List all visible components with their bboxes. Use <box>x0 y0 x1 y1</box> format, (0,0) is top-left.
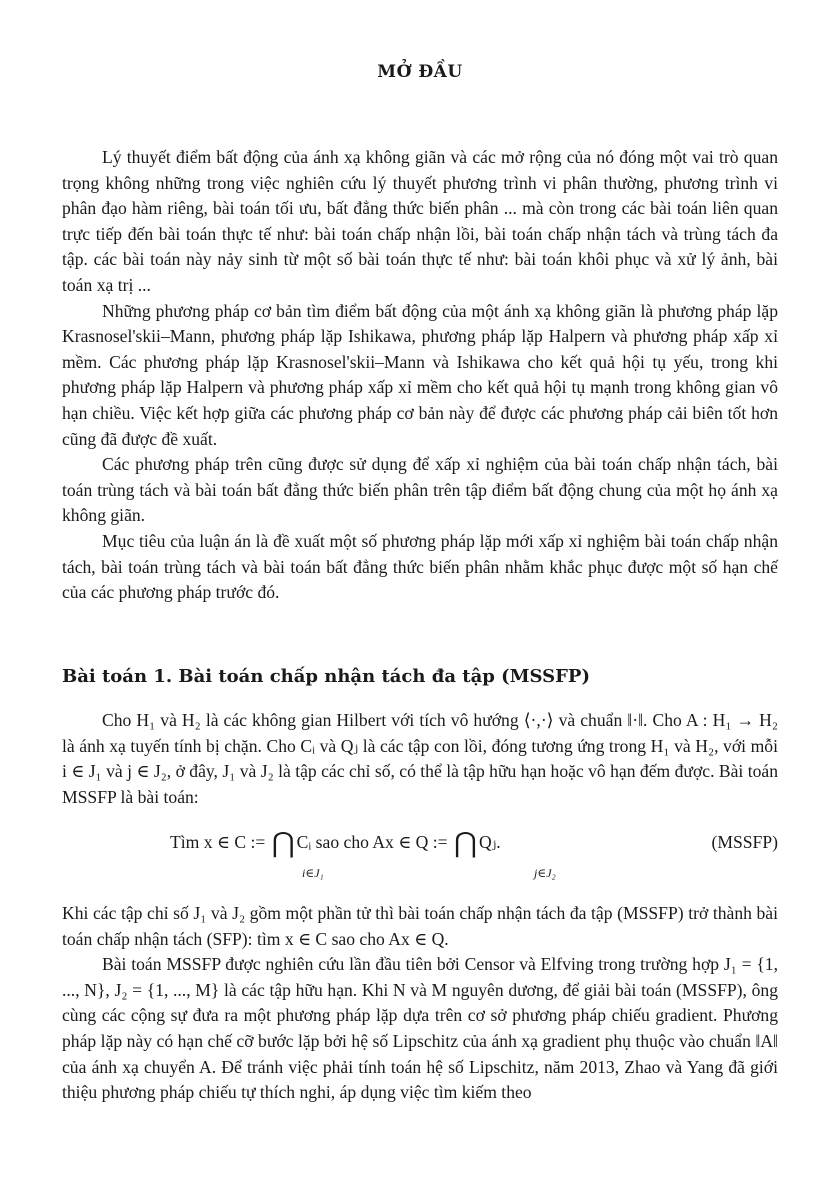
paragraph-history: Bài toán MSSFP được nghiên cứu lần đầu tiên bởi Censor và Elfving trong trường hợp J₁ = {1, ..., N}, J₂ = {1, ..., M} là các tập hữu hạn. Khi N và M nguyên dương, để giải bài toán (MSSFP), ông cùng các cộng sự đưa ra một phương pháp lặp dựa trên cơ sở phương pháp chiếu gradient. Phương pháp lặp này có hạn chế cỡ bước lặp bởi hệ số Lipschitz của ánh xạ gradient phụ thuộc vào chuẩn ‖A‖ của ánh xạ chuyển A. Để tránh việc phải tính toán hệ số Lipschitz, năm 2013, Zhao và Yang đã giới thiệu phương pháp chiếu tự thích nghi, áp dụng việc tìm kiếm theo <box>62 954 778 1103</box>
paragraph-1: Lý thuyết điểm bất động của ánh xạ không giãn và các mở rộng của nó đóng một vai trò quan trọng không những trong việc nghiên cứu lý thuyết phương trình vi phân thường, phương trình vi phân đạo hàm riêng, bài toán tối ưu, bất đẳng thức biến phân ... mà còn trong các bài toán liên quan trực tiếp đến bài toán thực tế như: bài toán chấp nhận lồi, bài toán chấp nhận tách và trùng tách đa tập. các bài toán này nảy sinh từ một số bài toán thực tế như: bài toán khôi phục và xử lý ảnh, bài toán xạ trị ... <box>62 147 778 295</box>
paragraph-3: Các phương pháp trên cũng được sử dụng để xấp xỉ nghiệm của bài toán chấp nhận tách, bài toán trùng tách và bài toán bất đẳng thức biến phân trên tập điểm bất động chung của một họ ánh xạ không giãn. <box>62 454 778 526</box>
formula-part-2: Cᵢ sao cho Ax ∈ Q := <box>296 832 452 852</box>
big-intersection-symbol: ⋂ <box>453 828 477 859</box>
formula-part-3: Qⱼ. <box>478 832 501 852</box>
display-formula <box>62 828 778 882</box>
formula-tag: (MSSFP) <box>711 832 778 852</box>
formula-body <box>170 828 501 859</box>
page-title: MỞ ĐẦU <box>377 62 463 82</box>
continuation-section <box>62 901 778 1106</box>
formula-subscript-2: j∈J₂ <box>534 866 556 880</box>
paragraph-after-formula: Khi các tập chỉ số J₁ và J₂ gồm một phần tử thì bài toán chấp nhận tách đa tập (MSSFP) trở thành bài toán chấp nhận tách (SFP): tìm x ∈ C sao cho Ax ∈ Q. <box>62 903 778 949</box>
formula-subscript-1: i∈J₁ <box>302 866 324 880</box>
section-heading: Bài toán 1. Bài toán chấp nhận tách đa tập (MSSFP) <box>62 666 590 687</box>
problem-paragraph: Cho H₁ và H₂ là các không gian Hilbert với tích vô hướng ⟨·,·⟩ và chuẩn ‖·‖. Cho A : H₁ → H₂ là ánh xạ tuyến tính bị chặn. Cho Cᵢ và Qⱼ là các tập con lồi, đóng tương ứng trong H₁ và H₂, với mỗi i ∈ J₁ và j ∈ J₂, ở đây, J₁ và J₂ là tập các chỉ số, có thể là tập hữu hạn hoặc vô hạn đếm được. Bài toán MSSFP là bài toán: <box>62 710 778 807</box>
intro-section <box>62 145 778 606</box>
formula-part-1: Tìm x ∈ C := <box>170 832 270 852</box>
paragraph-2: Những phương pháp cơ bản tìm điểm bất động của một ánh xạ không giãn là phương pháp lặp Krasnosel'skii–Mann, phương pháp lặp Ishikawa, phương pháp lặp Halpern và phương pháp xấp xỉ mềm. Các phương pháp lặp Krasnosel'skii–Mann và Ishikawa cho kết quả hội tụ yếu, trong khi phương pháp lặp Halpern và phương pháp xấp xỉ mềm cho kết quả hội tụ mạnh trong không gian vô hạn chiều. Việc kết hợp giữa các phương pháp cơ bản này để được các phương pháp cải biên tốt hơn cũng đã được đề xuất. <box>62 300 778 449</box>
big-intersection-symbol: ⋂ <box>271 828 295 859</box>
problem-section <box>62 708 778 810</box>
paragraph-4: Mục tiêu của luận án là đề xuất một số phương pháp lặp mới xấp xỉ nghiệm bài toán chấp nhận tách, bài toán trùng tách và bài toán bất đẳng thức biến phân nhằm khắc phục được một số hạn chế của các phương pháp trước đó. <box>62 530 778 603</box>
